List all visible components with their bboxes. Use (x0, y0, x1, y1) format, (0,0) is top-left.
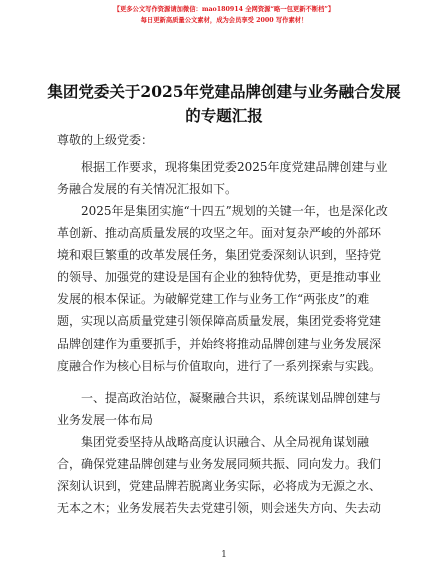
page-number: 1 (221, 550, 227, 560)
document-title: 集团党委关于2025年党建品牌创建与业务融合发展的专题汇报 (47, 82, 401, 125)
paragraph-section-1 (57, 431, 392, 519)
paragraph-text: 根据工作要求，现将集团党委2025年度党建品牌创建与业务融合发展的有关情况汇报如下。 (57, 160, 388, 196)
salutation-text: 尊敬的上级党委： (57, 133, 154, 147)
banner-line-1: 【更多公文写作资源请加微信：mao180914 全网资源“略一包更新不断档”】 (113, 6, 335, 13)
banner-line-2: 每日更新高质量公文素材，成为会员享受 2000 写作素材！ (140, 17, 308, 24)
header-banner (0, 4, 448, 26)
paragraph-text: 集团党委坚持从战略高度认识融合、从全局视角谋划融合，确保党建品牌创建与业务发展同频共振、同向发力。我们深刻认识到，党建品牌若脱离业务实际，必将成为无源之水、无本之木；业务发展若失去党建引领，则会迷失方向、失去动 (57, 435, 382, 515)
paragraph-text: 2025年是集团实施“十四五”规划的关键一年，也是深化改革创新、推动高质量发展的攻坚之年。面对复杂严峻的外部环境和艰巨繁重的改革发展任务，集团党委深刻认识到，坚持党的领导、加强党的建设是国有企业的独特优势，更是推动事业发展的根本保证。为破解党建工作与业务工作“两张皮”的难题，实现以高质量党建引领保障高质量发展，集团党委将党建品牌创建作为重要抓手，并始终将推动品牌创建与业务发展深度融合作为核心目标与价值取向，进行了一系列探索与实践。 (57, 204, 388, 373)
heading-text: 一、提高政治站位，凝聚融合共识，系统谋划品牌创建与业务发展一体布局 (57, 391, 382, 427)
salutation (57, 131, 392, 149)
paragraph-background (57, 200, 392, 377)
section-heading-1 (57, 387, 392, 431)
paragraph-intro (57, 156, 392, 200)
